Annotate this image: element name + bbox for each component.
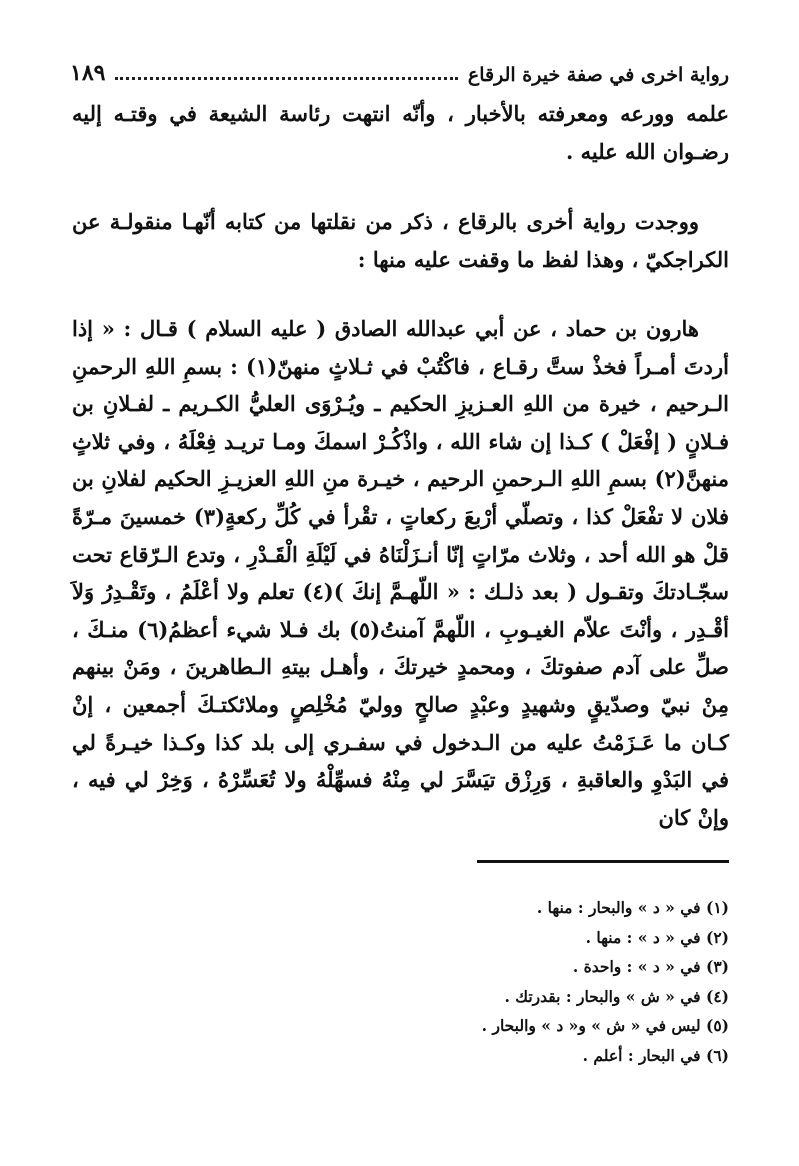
paragraph-1 [72, 95, 729, 170]
header-dot-leader [115, 76, 457, 80]
header-title: رواية اخرى في صفة خيرة الرقاع [467, 64, 729, 86]
footnote-item: (٥) ليس في « ش » و« د » والبحار . [481, 1016, 729, 1035]
paragraph-1-text: علمه وورعه ومعرفته بالأخبار ، وأنّه انتهت رئاسة الشيعة في وقتـه إليه رضـوان الله عليه . [72, 101, 729, 164]
running-header [70, 50, 729, 86]
page-number: ١٨٩ [70, 60, 106, 86]
footnotes-list [300, 893, 729, 1070]
footnote-item: (٣) في « د » : واحدة . [572, 957, 729, 976]
paragraph-2 [72, 203, 729, 278]
footnote-item: (١) في « د » والبحار : منها . [536, 898, 729, 917]
footnote-separator [477, 860, 729, 863]
paragraph-3-text: هارون بن حماد ، عن أبي عبدالله الصادق ( عليه السلام ) قـال : « إذا أردتَ أمـراً فخذْ ستَّ رقـاع ، فاكْتُبْ في ثـلاثٍ منهنّ(١) : بسمِ اللهِ الرحمنِ الـرحيم ، خيرة من اللهِ العـزيزِ الحكيم ـ ويُـرْوَى العليُّ الكـريم ـ لفـلانِ بن فـلانٍ ( إفْعَلْ ) كـذا إن شاء الله ، واذْكُـرْ اسمكَ ومـا تريـد فِعْلَهُ ، وفي ثلاثٍ منهنَّ(٢) بسمِ اللهِ الـرحمنِ الرحيم ، خيـرة منِ اللهِ العزيـزِ الحكيم لفلانِ بن فلان لا تفْعَلْ كذا ، وتصلّي أرْبعَ ركعاتٍ ، تقْرأ في كُلِّ ركعةٍ(٣) خمسينَ مـرّةً قلْ هو الله أحد ، وثلاث مرّاتٍ إنّا أنـزَلْنَاهُ في لَيْلَةِ الْقَـدْرِ ، وتدع الـرّقاع تحت سجّـادتكَ وتقـول ( بعد ذلـك : « اللّهـمَّ إنكَ )(٤) تعلم ولا أعْلَمُ ، وتَقْـدِرُ وَلاَ أقْـدِر ، وأنْتَ علاّم الغيـوبِ ، اللّهمَّ آمنتُ(٥) بك فـلا شيء أعظمُ(٦) منـكَ ، صلِّ على آدم صفوتكَ ، ومحمدٍ خيرتكَ ، وأهـل بيتهِ الـطاهرينَ ، ومَنْ بينهم مِنْ نبيّ وصدّيقٍ وشهيدٍ وعبْدٍ صالحٍ ووليّ مُخْلِصٍ وملائكتـكَ أجمعين ، إنْ كـان ما عَـزَمْتُ عليه من الـدخول في سفـري إلى بلد كذا وكـذا خيـرةً لي في البَدْوِ والعاقبةِ ، وَرِزْق تيَسَّرَ لي مِنْهُ فسهِّلْهُ ولا تُعَسِّرْهُ ، وَخِرْ لي فيه ، وإنْ كان [72, 316, 730, 830]
paragraph-2-text: ووجدت رواية أخرى بالرقاع ، ذكر من نقلتها من كتابه أنّهـا منقولـة عن الكراجكيّ ، وهذا لفظ ما وقفت عليه منها : [72, 209, 729, 272]
footnote-item: (٦) في البحار : أعلم . [582, 1045, 729, 1065]
footnote-item: (٤) في « ش » والبحار : بقدرتك . [504, 986, 729, 1006]
footnote-item: (٢) في « د » : منها . [585, 927, 729, 947]
paragraph-3 [72, 310, 729, 836]
